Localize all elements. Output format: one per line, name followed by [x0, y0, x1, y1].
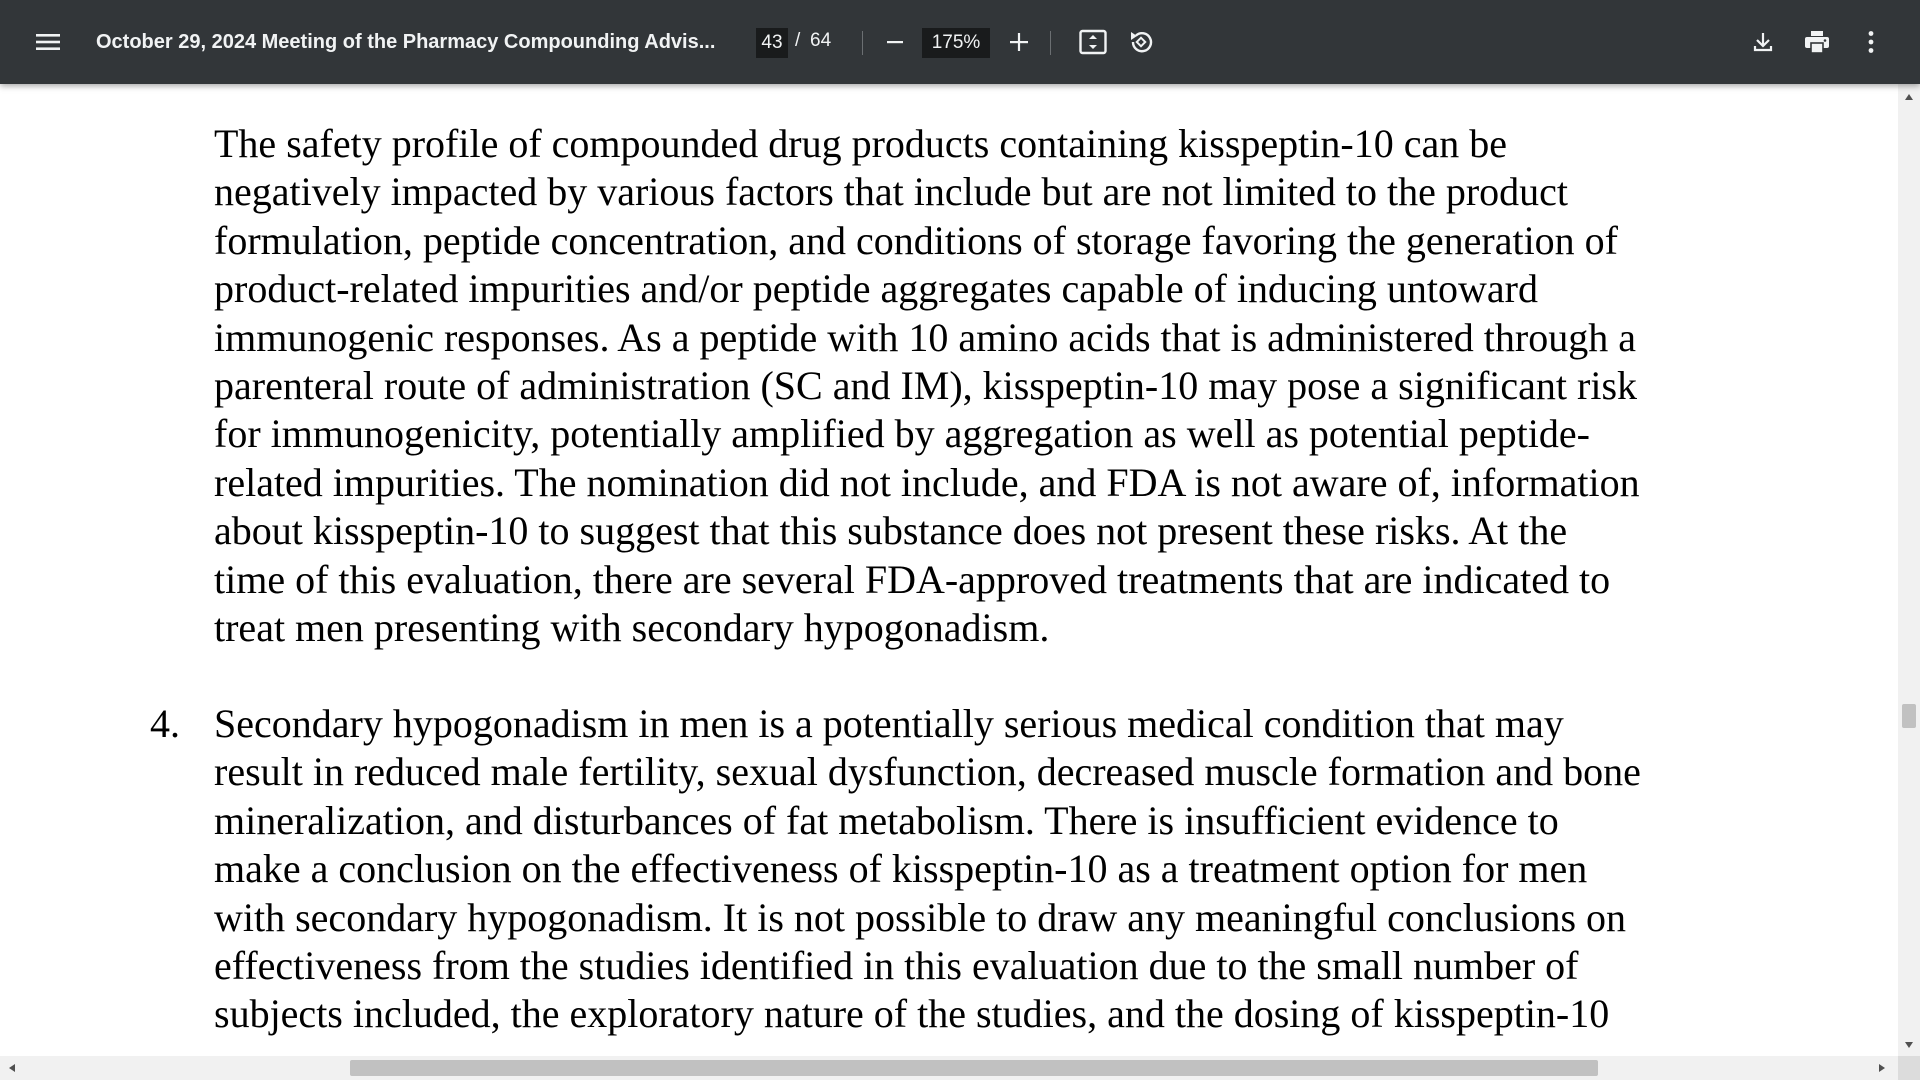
vertical-scrollbar-thumb[interactable] — [1902, 704, 1916, 728]
rotate-counterclockwise-icon — [1127, 28, 1155, 56]
text-line: for immunogenicity, potentially amplified by aggregation as well as potential peptide- — [214, 411, 1590, 457]
list-item-number: 4. — [150, 701, 180, 746]
zoom-in-button[interactable] — [1000, 23, 1038, 61]
page-separator: / — [795, 30, 801, 51]
text-line: subjects included, the exploratory nature of the studies, and the dosing of kisspeptin-10 — [214, 991, 1610, 1037]
scrollbar-corner — [1898, 1056, 1920, 1080]
toolbar-divider — [862, 31, 863, 55]
zoom-out-button[interactable] — [876, 23, 914, 61]
download-icon — [1752, 31, 1774, 53]
minus-icon — [886, 33, 904, 51]
text-line: formulation, peptide concentration, and conditions of storage favoring the generation of — [214, 217, 1619, 263]
scroll-right-arrow-icon[interactable] — [1872, 1056, 1892, 1080]
text-line: with secondary hypogonadism. It is not possible to draw any meaningful conclusions on — [214, 894, 1627, 940]
more-options-button[interactable] — [1852, 23, 1890, 61]
total-pages: 64 — [810, 30, 832, 51]
text-line: time of this evaluation, there are several FDA-approved treatments that are indicated to — [214, 556, 1611, 602]
pdf-toolbar — [0, 0, 1920, 84]
current-page-input[interactable] — [756, 28, 788, 58]
more-vertical-icon — [1867, 30, 1875, 54]
download-button[interactable] — [1744, 23, 1782, 61]
text-line: negatively impacted by various factors that include but are not limited to the product — [214, 169, 1569, 215]
zoom-level-input[interactable] — [922, 28, 990, 58]
pdf-page-viewer[interactable] — [0, 84, 1898, 1056]
text-line: product-related impurities and/or peptide aggregates capable of inducing untoward — [214, 266, 1538, 312]
scroll-left-arrow-icon[interactable] — [2, 1056, 22, 1080]
document-title: October 29, 2024 Meeting of the Pharmacy Compounding Advis... — [96, 31, 716, 53]
horizontal-scrollbar[interactable] — [0, 1056, 1920, 1080]
text-line: result in reduced male fertility, sexual dysfunction, decreased muscle formation and bone — [214, 749, 1641, 795]
body-paragraph — [214, 120, 1754, 652]
print-icon — [1804, 30, 1830, 54]
list-item-body — [214, 700, 1754, 1039]
text-line: make a conclusion on the effectiveness of kisspeptin-10 as a treatment option for men — [214, 846, 1588, 892]
fit-to-page-icon — [1079, 29, 1107, 55]
text-line: parenteral route of administration (SC and IM), kisspeptin-10 may pose a significant risk — [214, 362, 1638, 408]
hamburger-menu-icon[interactable] — [28, 22, 68, 62]
scroll-up-arrow-icon[interactable] — [1898, 88, 1920, 106]
text-line: Secondary hypogonadism in men is a potentially serious medical condition that may — [214, 701, 1564, 746]
text-line: related impurities. The nomination did not include, and FDA is not aware of, information — [214, 459, 1640, 505]
text-line: about kisspeptin-10 to suggest that this substance does not present these risks. At the — [214, 508, 1568, 554]
plus-icon — [1009, 32, 1029, 52]
scroll-down-arrow-icon[interactable] — [1898, 1036, 1920, 1054]
fit-to-page-button[interactable] — [1074, 23, 1112, 61]
rotate-button[interactable] — [1122, 23, 1160, 61]
text-line: treat men presenting with secondary hypogonadism. — [214, 604, 1050, 650]
vertical-scrollbar[interactable] — [1898, 84, 1920, 1056]
text-line: effectiveness from the studies identified in this evaluation due to the small number of — [214, 942, 1579, 988]
toolbar-divider — [1050, 31, 1051, 55]
text-line: The safety profile of compounded drug products containing kisspeptin-10 can be — [214, 121, 1507, 166]
horizontal-scrollbar-thumb[interactable] — [350, 1060, 1598, 1076]
print-button[interactable] — [1798, 23, 1836, 61]
text-line: mineralization, and disturbances of fat metabolism. There is insufficient evidence to — [214, 797, 1559, 843]
text-line: immunogenic responses. As a peptide with 10 amino acids that is administered through a — [214, 314, 1636, 360]
